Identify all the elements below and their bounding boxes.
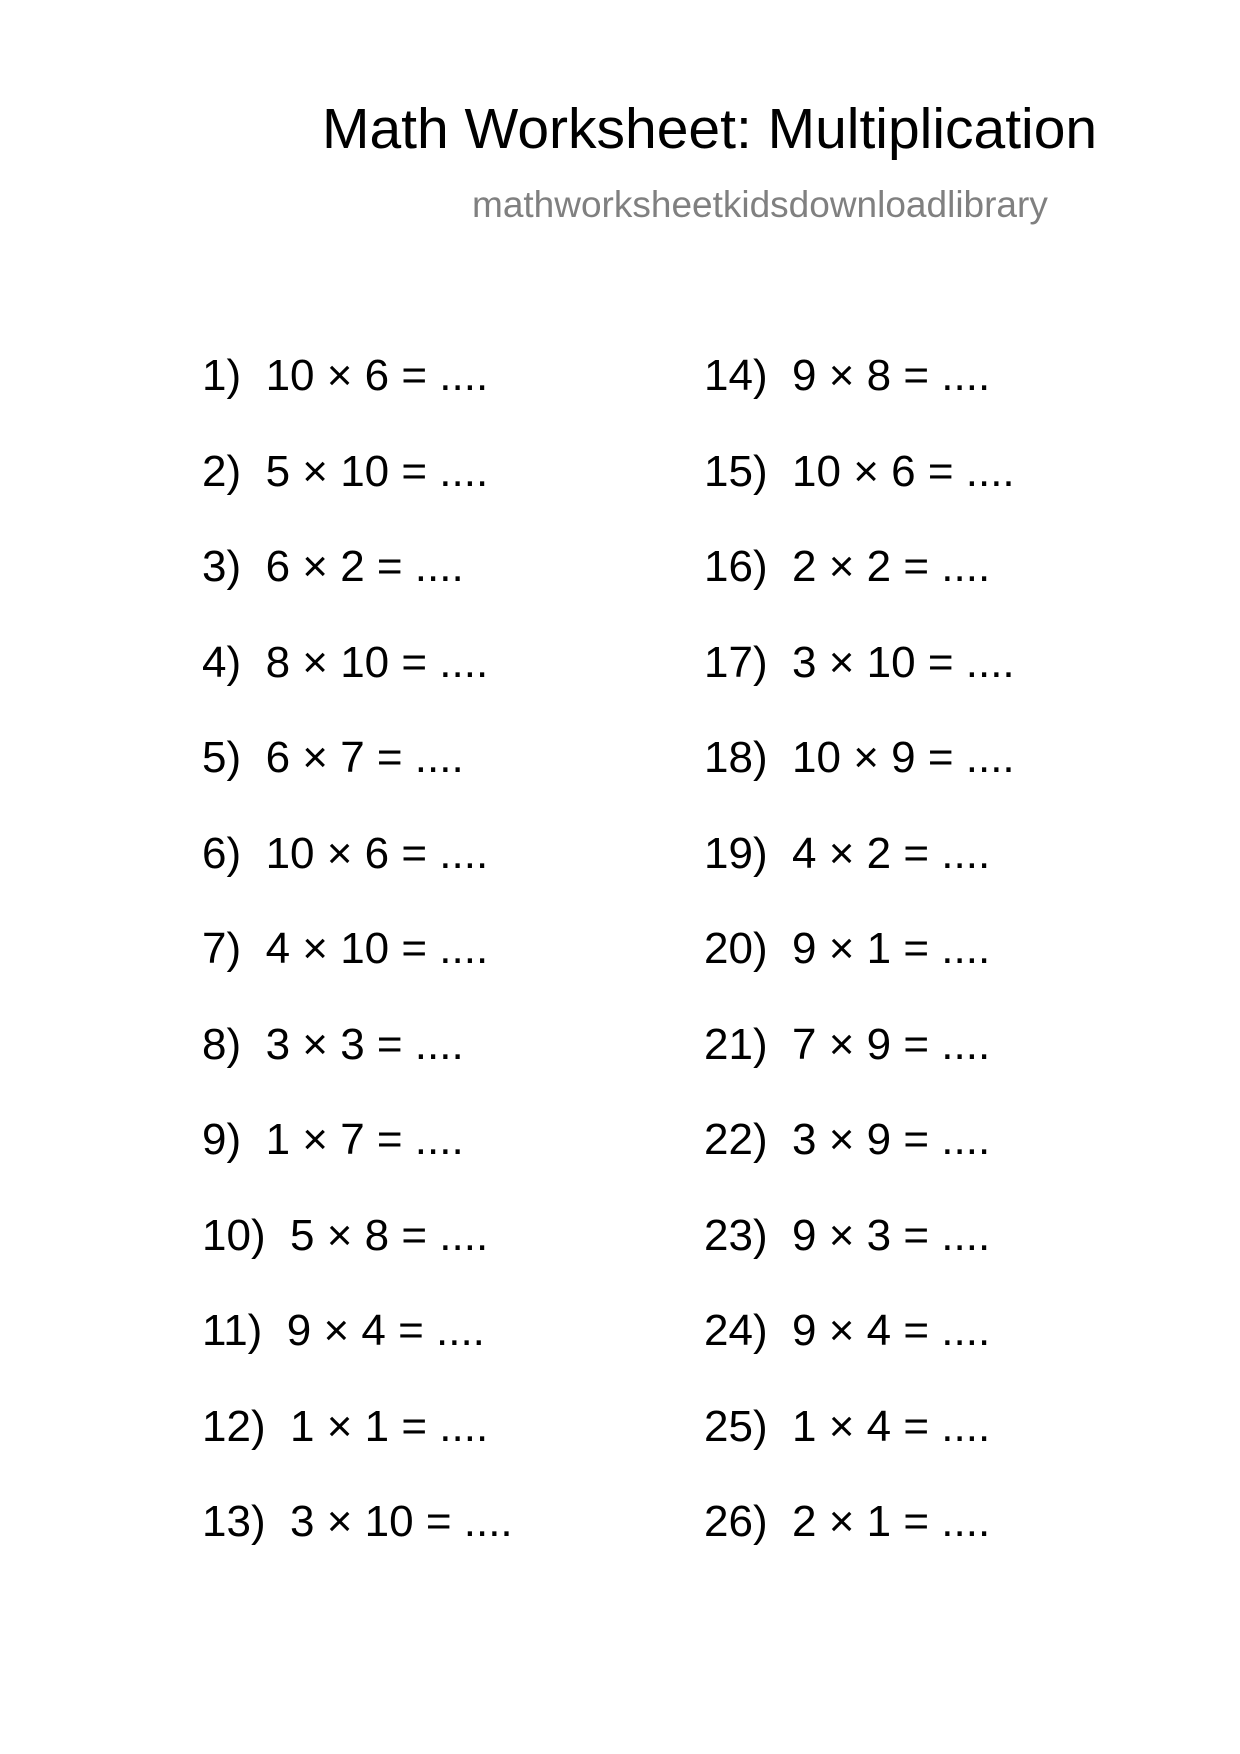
problem-item: 20) 9 × 1 = .... [704,924,991,973]
problem-item: 26) 2 × 1 = .... [704,1497,991,1546]
problem-item: 3) 6 × 2 = .... [202,542,464,591]
problem-item: 25) 1 × 4 = .... [704,1401,991,1451]
problem-item: 7) 4 × 10 = .... [202,924,489,973]
problem-item: 17) 3 × 10 = .... [704,637,1015,687]
problem-item: 5) 6 × 7 = .... [202,733,464,782]
problem-item: 6) 10 × 6 = .... [202,828,489,878]
problem-item: 10) 5 × 8 = .... [202,1210,489,1260]
problem-item: 2) 5 × 10 = .... [202,446,489,496]
problem-item: 21) 7 × 9 = .... [704,1019,991,1069]
problem-item: 8) 3 × 3 = .... [202,1019,464,1069]
problem-item: 22) 3 × 9 = .... [704,1115,991,1164]
problem-item: 23) 9 × 3 = .... [704,1210,991,1260]
problem-item: 13) 3 × 10 = .... [202,1497,513,1546]
worksheet-source: mathworksheetkidsdownloadlibrary [472,184,1048,225]
problem-item: 9) 1 × 7 = .... [202,1115,464,1164]
worksheet-title: Math Worksheet: Multiplication [322,97,1098,161]
problem-item: 11) 9 × 4 = .... [202,1306,485,1355]
problem-column-left [202,328,513,1570]
problem-item: 15) 10 × 6 = .... [704,446,1015,496]
problem-item: 24) 9 × 4 = .... [704,1306,991,1355]
problem-item: 4) 8 × 10 = .... [202,637,489,687]
problem-item: 18) 10 × 9 = .... [704,733,1015,782]
problem-item: 14) 9 × 8 = .... [704,351,991,400]
problem-item: 19) 4 × 2 = .... [704,828,991,878]
problem-column-right [704,328,1015,1570]
problem-item: 12) 1 × 1 = .... [202,1401,489,1451]
problem-item: 16) 2 × 2 = .... [704,542,991,591]
problem-item: 1) 10 × 6 = .... [202,351,489,400]
